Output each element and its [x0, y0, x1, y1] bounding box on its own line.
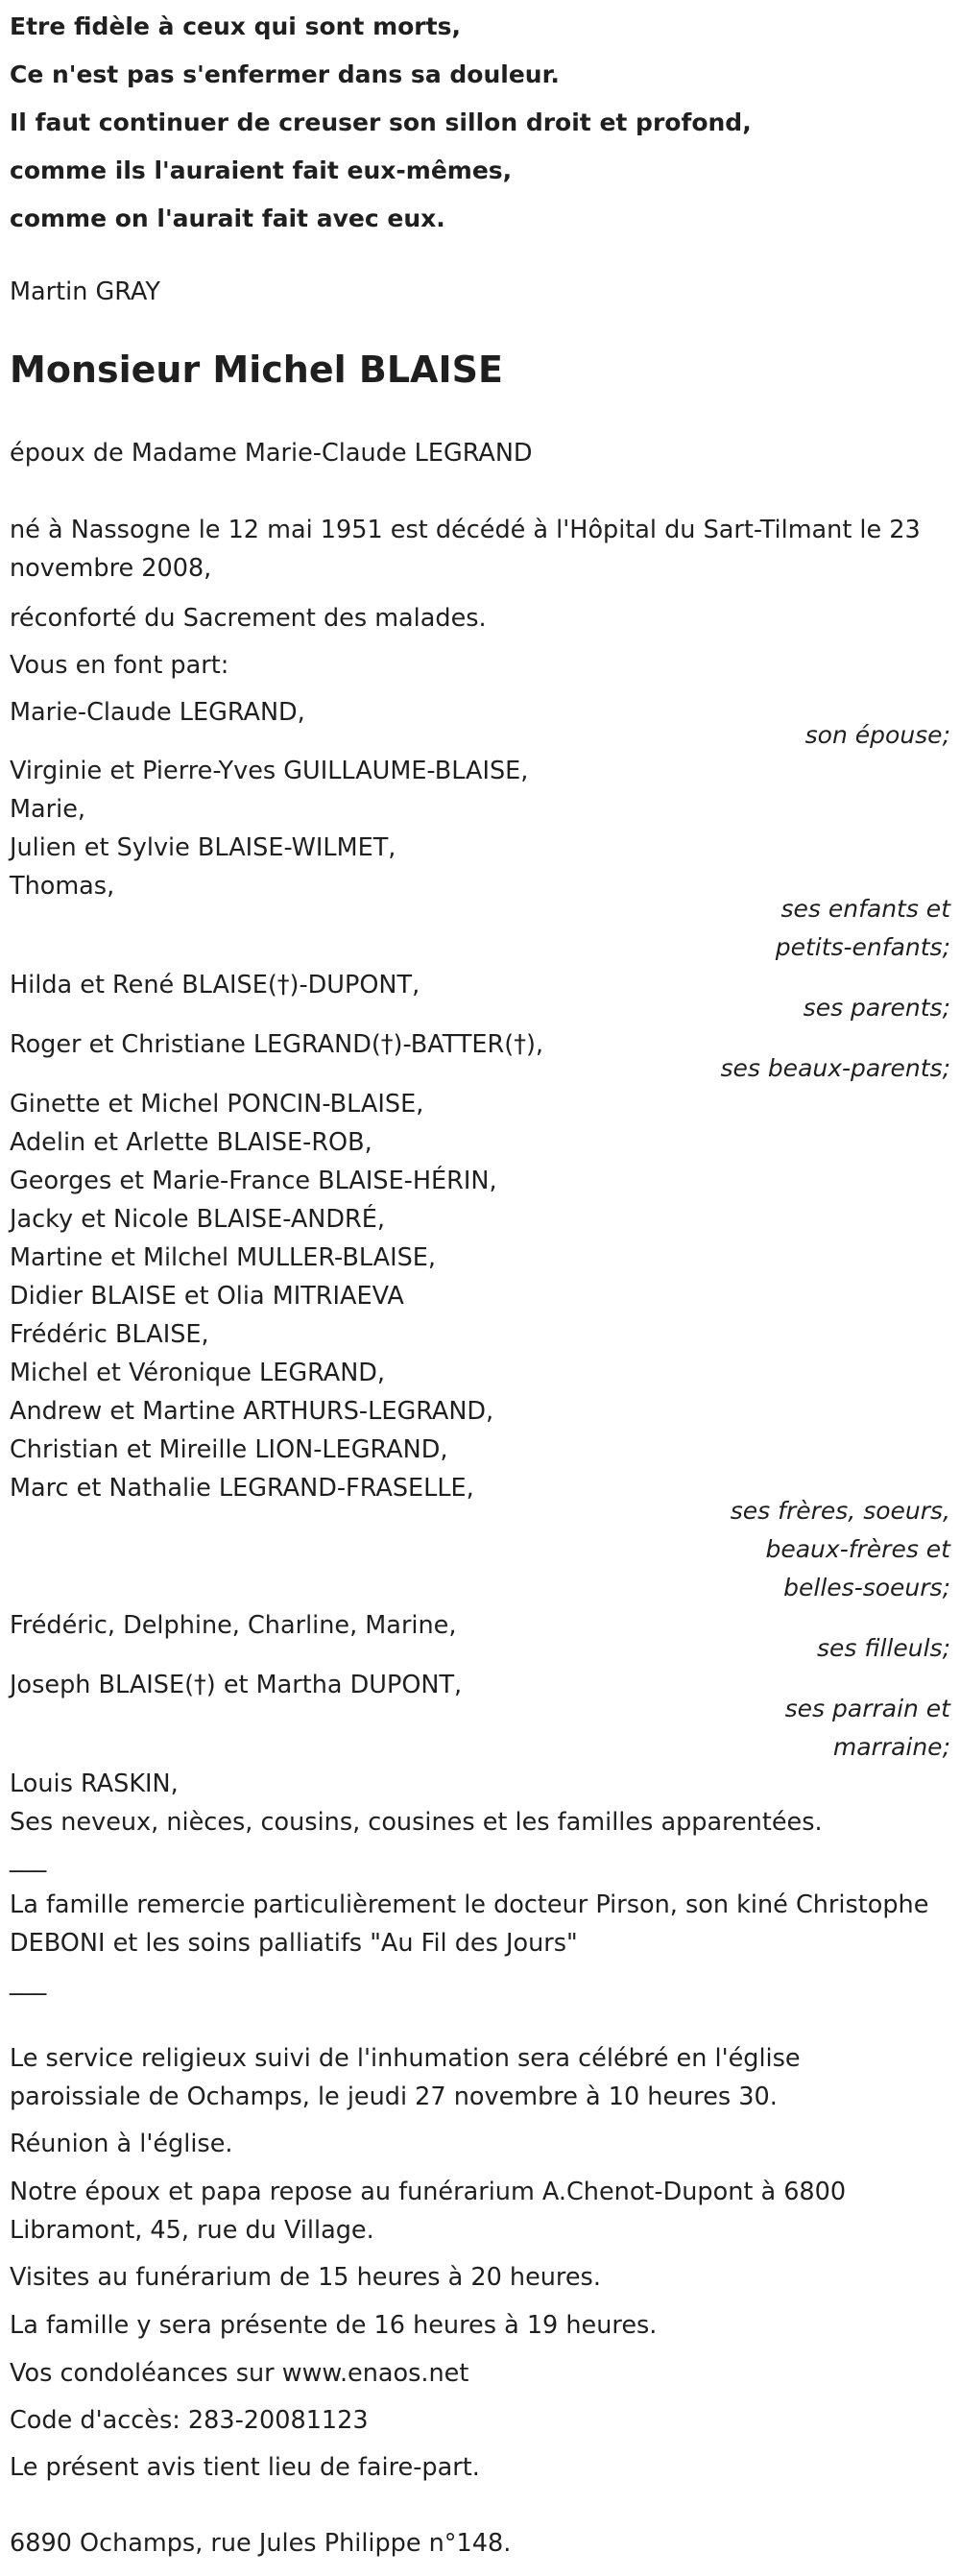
relation-label: belles-soeurs; [783, 1574, 950, 1601]
family-name: Michel et Véronique LEGRAND, [10, 1359, 386, 1387]
family-name: Hilda et René BLAISE(†)-DUPONT, [10, 971, 420, 999]
birth-death-line: né à Nassogne le 12 mai 1951 est décédé à l'Hôpital du Sart-Tilmant le 23 novembre 2008, [10, 516, 921, 583]
visits-line: Visites au funérarium de 15 heures à 20 heures. [10, 2263, 601, 2292]
family-name: Louis RASKIN, [10, 1769, 179, 1798]
announcement-line: Vous en font part: [10, 651, 229, 680]
service-paragraph: Le service religieux suivi de l'inhumation sera célébré en l'église paroissiale de Ochamps, le jeudi 27 novembre à 10 heures 30. [10, 2044, 801, 2111]
family-presence-line: La famille y sera présente de 16 heures à 19 heures. [10, 2311, 658, 2340]
relation-label: petits-enfants; [775, 933, 950, 961]
family-name: Martine et Milchel MULLER-BLAISE, [10, 1243, 436, 1272]
poem-line: Ce n'est pas s'enfermer dans sa douleur. [10, 60, 560, 88]
relation-label: beaux-frères et [765, 1535, 950, 1563]
poem-line: comme on l'aurait fait avec eux. [10, 205, 445, 232]
extended-family-line: Ses neveux, nièces, cousins, cousines et les familles apparentées. [10, 1808, 823, 1837]
family-name: Julien et Sylvie BLAISE-WILMET, [10, 833, 396, 862]
relation-label: ses filleuls; [816, 1634, 950, 1662]
notice-line: Le présent avis tient lieu de faire-part. [10, 2453, 480, 2482]
relation-label: ses parrain et [784, 1695, 950, 1722]
funerarium-paragraph: Notre époux et papa repose au funérarium A.Chenot-Dupont à 6800 Libramont, 45, rue du Village. [10, 2178, 847, 2245]
family-name: Ginette et Michel PONCIN-BLAISE, [10, 1090, 424, 1119]
family-name: Thomas, [10, 872, 115, 901]
relation-label: ses enfants et [780, 895, 950, 923]
meeting-line: Réunion à l'église. [10, 2130, 233, 2158]
poem-author: Martin GRAY [10, 277, 160, 306]
family-name: Christian et Mireille LION-LEGRAND, [10, 1435, 448, 1464]
relation-label: ses frères, soeurs, [730, 1497, 950, 1525]
family-name: Didier BLAISE et Olia MITRIAEVA [10, 1282, 404, 1311]
family-name: Georges et Marie-France BLAISE-HÉRIN, [10, 1167, 497, 1195]
sacrament-line: réconforté du Sacrement des malades. [10, 604, 487, 633]
deceased-name: Monsieur Michel BLAISE [10, 349, 503, 391]
family-name: Marc et Nathalie LEGRAND-FRASELLE, [10, 1474, 474, 1503]
family-name: Virginie et Pierre-Yves GUILLAUME-BLAISE, [10, 757, 529, 785]
relation-label: ses parents; [803, 994, 950, 1022]
poem-line: comme ils l'auraient fait eux-mêmes, [10, 156, 513, 184]
family-name: Andrew et Martine ARTHURS-LEGRAND, [10, 1397, 494, 1426]
relation-label: son épouse; [804, 721, 950, 749]
relation-label: marraine; [832, 1733, 950, 1761]
condolences-line: Vos condoléances sur www.enaos.net [10, 2359, 469, 2388]
separator: ___ [10, 1967, 47, 1996]
relation-label: ses beaux-parents; [720, 1054, 950, 1082]
family-name: Adelin et Arlette BLAISE-ROB, [10, 1128, 372, 1157]
poem-line: Etre fidèle à ceux qui sont morts, [10, 12, 461, 40]
family-name: Joseph BLAISE(†) et Martha DUPONT, [10, 1671, 463, 1699]
separator: ___ [10, 1844, 47, 1873]
access-code-line: Code d'accès: 283-20081123 [10, 2406, 369, 2435]
family-name: Frédéric, Delphine, Charline, Marine, [10, 1611, 457, 1640]
spouse-line: époux de Madame Marie-Claude LEGRAND [10, 439, 533, 468]
family-name: Frédéric BLAISE, [10, 1320, 209, 1349]
thanks-paragraph: La famille remercie particulièrement le docteur Pirson, son kiné Christophe DEBONI et les soins palliatifs "Au Fil des Jours" [10, 1890, 929, 1958]
family-name: Marie-Claude LEGRAND, [10, 698, 305, 727]
poem-line: Il faut continuer de creuser son sillon droit et profond, [10, 108, 752, 136]
family-name: Marie, [10, 795, 85, 824]
family-name: Roger et Christiane LEGRAND(†)-BATTER(†), [10, 1030, 544, 1059]
family-name: Jacky et Nicole BLAISE-ANDRÉ, [10, 1205, 385, 1234]
address-line: 6890 Ochamps, rue Jules Philippe n°148. [10, 2529, 512, 2558]
